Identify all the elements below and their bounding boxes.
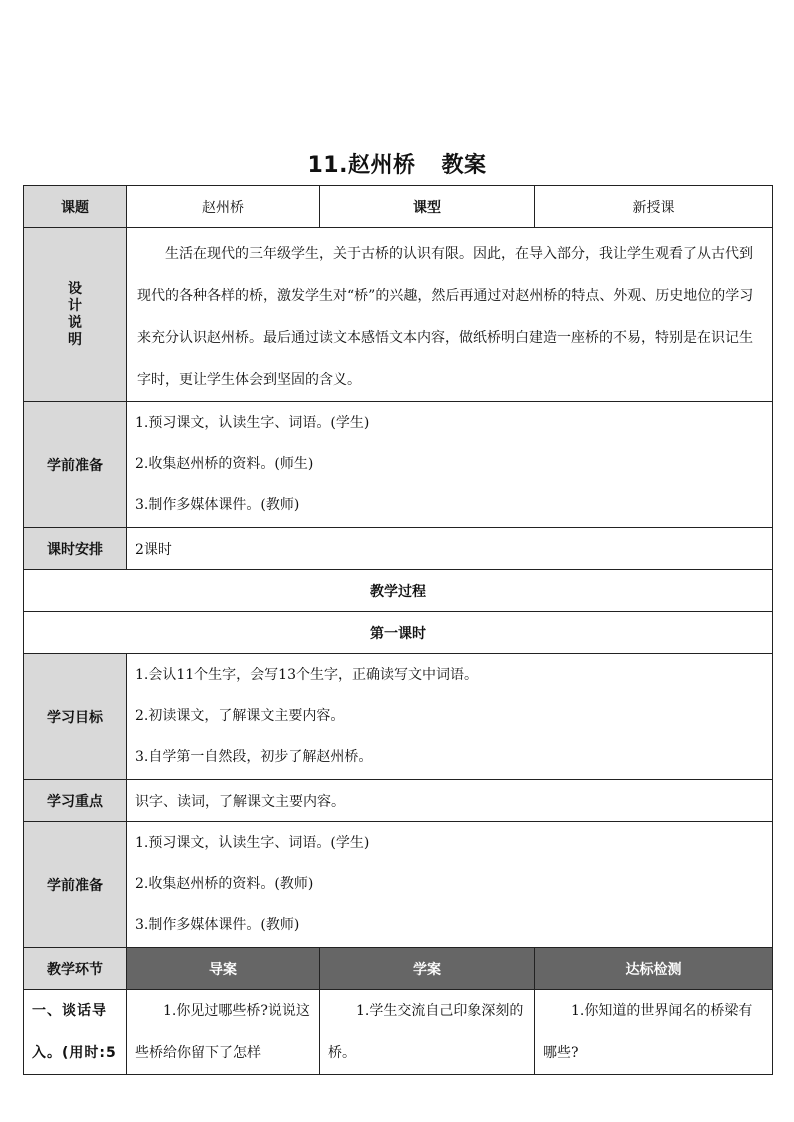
focus-value: 识字、读词，了解课文主要内容。 — [127, 780, 773, 822]
stage-header: 教学环节 — [24, 948, 127, 990]
schedule-value: 2课时 — [127, 528, 773, 570]
lesson-plan-table — [23, 185, 773, 1075]
lesson-heading: 第一课时 — [24, 612, 773, 654]
prep1-item: 2.收集赵州桥的资料。(师生) — [135, 456, 314, 472]
study-header: 学案 — [320, 948, 535, 990]
first-check-text: 1.你知道的世界闻名的桥梁有哪些? — [543, 1003, 753, 1061]
prep2-item: 3.制作多媒体课件。(教师) — [135, 917, 300, 933]
guide-header: 导案 — [127, 948, 320, 990]
prep1-item: 1.预习课文，认读生字、词语。(学生) — [135, 415, 370, 431]
prep1-label: 学前准备 — [24, 402, 127, 528]
type-label: 课型 — [320, 186, 535, 228]
design-cell — [127, 228, 773, 402]
prep2-item: 2.收集赵州桥的资料。(教师) — [135, 876, 314, 892]
prep2-row — [24, 822, 773, 948]
process-heading: 教学过程 — [24, 570, 773, 612]
prep1-item: 3.制作多媒体课件。(教师) — [135, 497, 300, 513]
prep2-item: 1.预习课文，认读生字、词语。(学生) — [135, 835, 370, 851]
goals-item: 1.会认11个生字，会写13个生字，正确读写文中词语。 — [135, 667, 478, 683]
first-stage-cell — [24, 990, 127, 1075]
design-label: 设计说明 — [68, 280, 82, 348]
first-study-text: 1.学生交流自己印象深刻的桥。 — [328, 1003, 524, 1061]
design-label-cell — [24, 228, 127, 402]
design-row — [24, 228, 773, 402]
page-title — [0, 148, 794, 179]
teaching-header-row — [24, 948, 773, 990]
info-row — [24, 186, 773, 228]
schedule-row — [24, 528, 773, 570]
first-guide-text: 1.你见过哪些桥?说说这些桥给你留下了怎样 — [135, 1003, 310, 1061]
first-stage-row — [24, 990, 773, 1075]
lesson-heading-row — [24, 612, 773, 654]
prep1-row — [24, 402, 773, 528]
design-text: 生活在现代的三年级学生，关于古桥的认识有限。因此，在导入部分，我让学生观看了从古代到现代的各种各样的桥，激发学生对“桥”的兴趣，然后再通过对赵州桥的特点、外观、历史地位的学习来充分认识赵州桥。最后通过读文本感悟文本内容，做纸桥明白建造一座桥的不易，特别是在识记生字时，更让学生体会到坚固的含义。 — [137, 246, 754, 388]
topic-label: 课题 — [24, 186, 127, 228]
focus-label: 学习重点 — [24, 780, 127, 822]
goals-item: 3.自学第一自然段，初步了解赵州桥。 — [135, 749, 373, 765]
prep2-list — [127, 822, 773, 948]
check-header: 达标检测 — [535, 948, 773, 990]
goals-label: 学习目标 — [24, 654, 127, 780]
prep2-label: 学前准备 — [24, 822, 127, 948]
focus-row — [24, 780, 773, 822]
goals-row — [24, 654, 773, 780]
title-sub: 教案 — [441, 153, 487, 178]
goals-item: 2.初读课文，了解课文主要内容。 — [135, 708, 345, 724]
prep1-list — [127, 402, 773, 528]
schedule-label: 课时安排 — [24, 528, 127, 570]
title-main: 11.赵州桥 — [307, 153, 416, 178]
process-heading-row — [24, 570, 773, 612]
first-guide-cell — [127, 990, 320, 1075]
first-study-cell — [320, 990, 535, 1075]
goals-list — [127, 654, 773, 780]
type-value: 新授课 — [535, 186, 773, 228]
first-stage-label: 一、谈话导入。(用时:5 — [32, 1003, 117, 1061]
topic-value: 赵州桥 — [127, 186, 320, 228]
first-check-cell — [535, 990, 773, 1075]
